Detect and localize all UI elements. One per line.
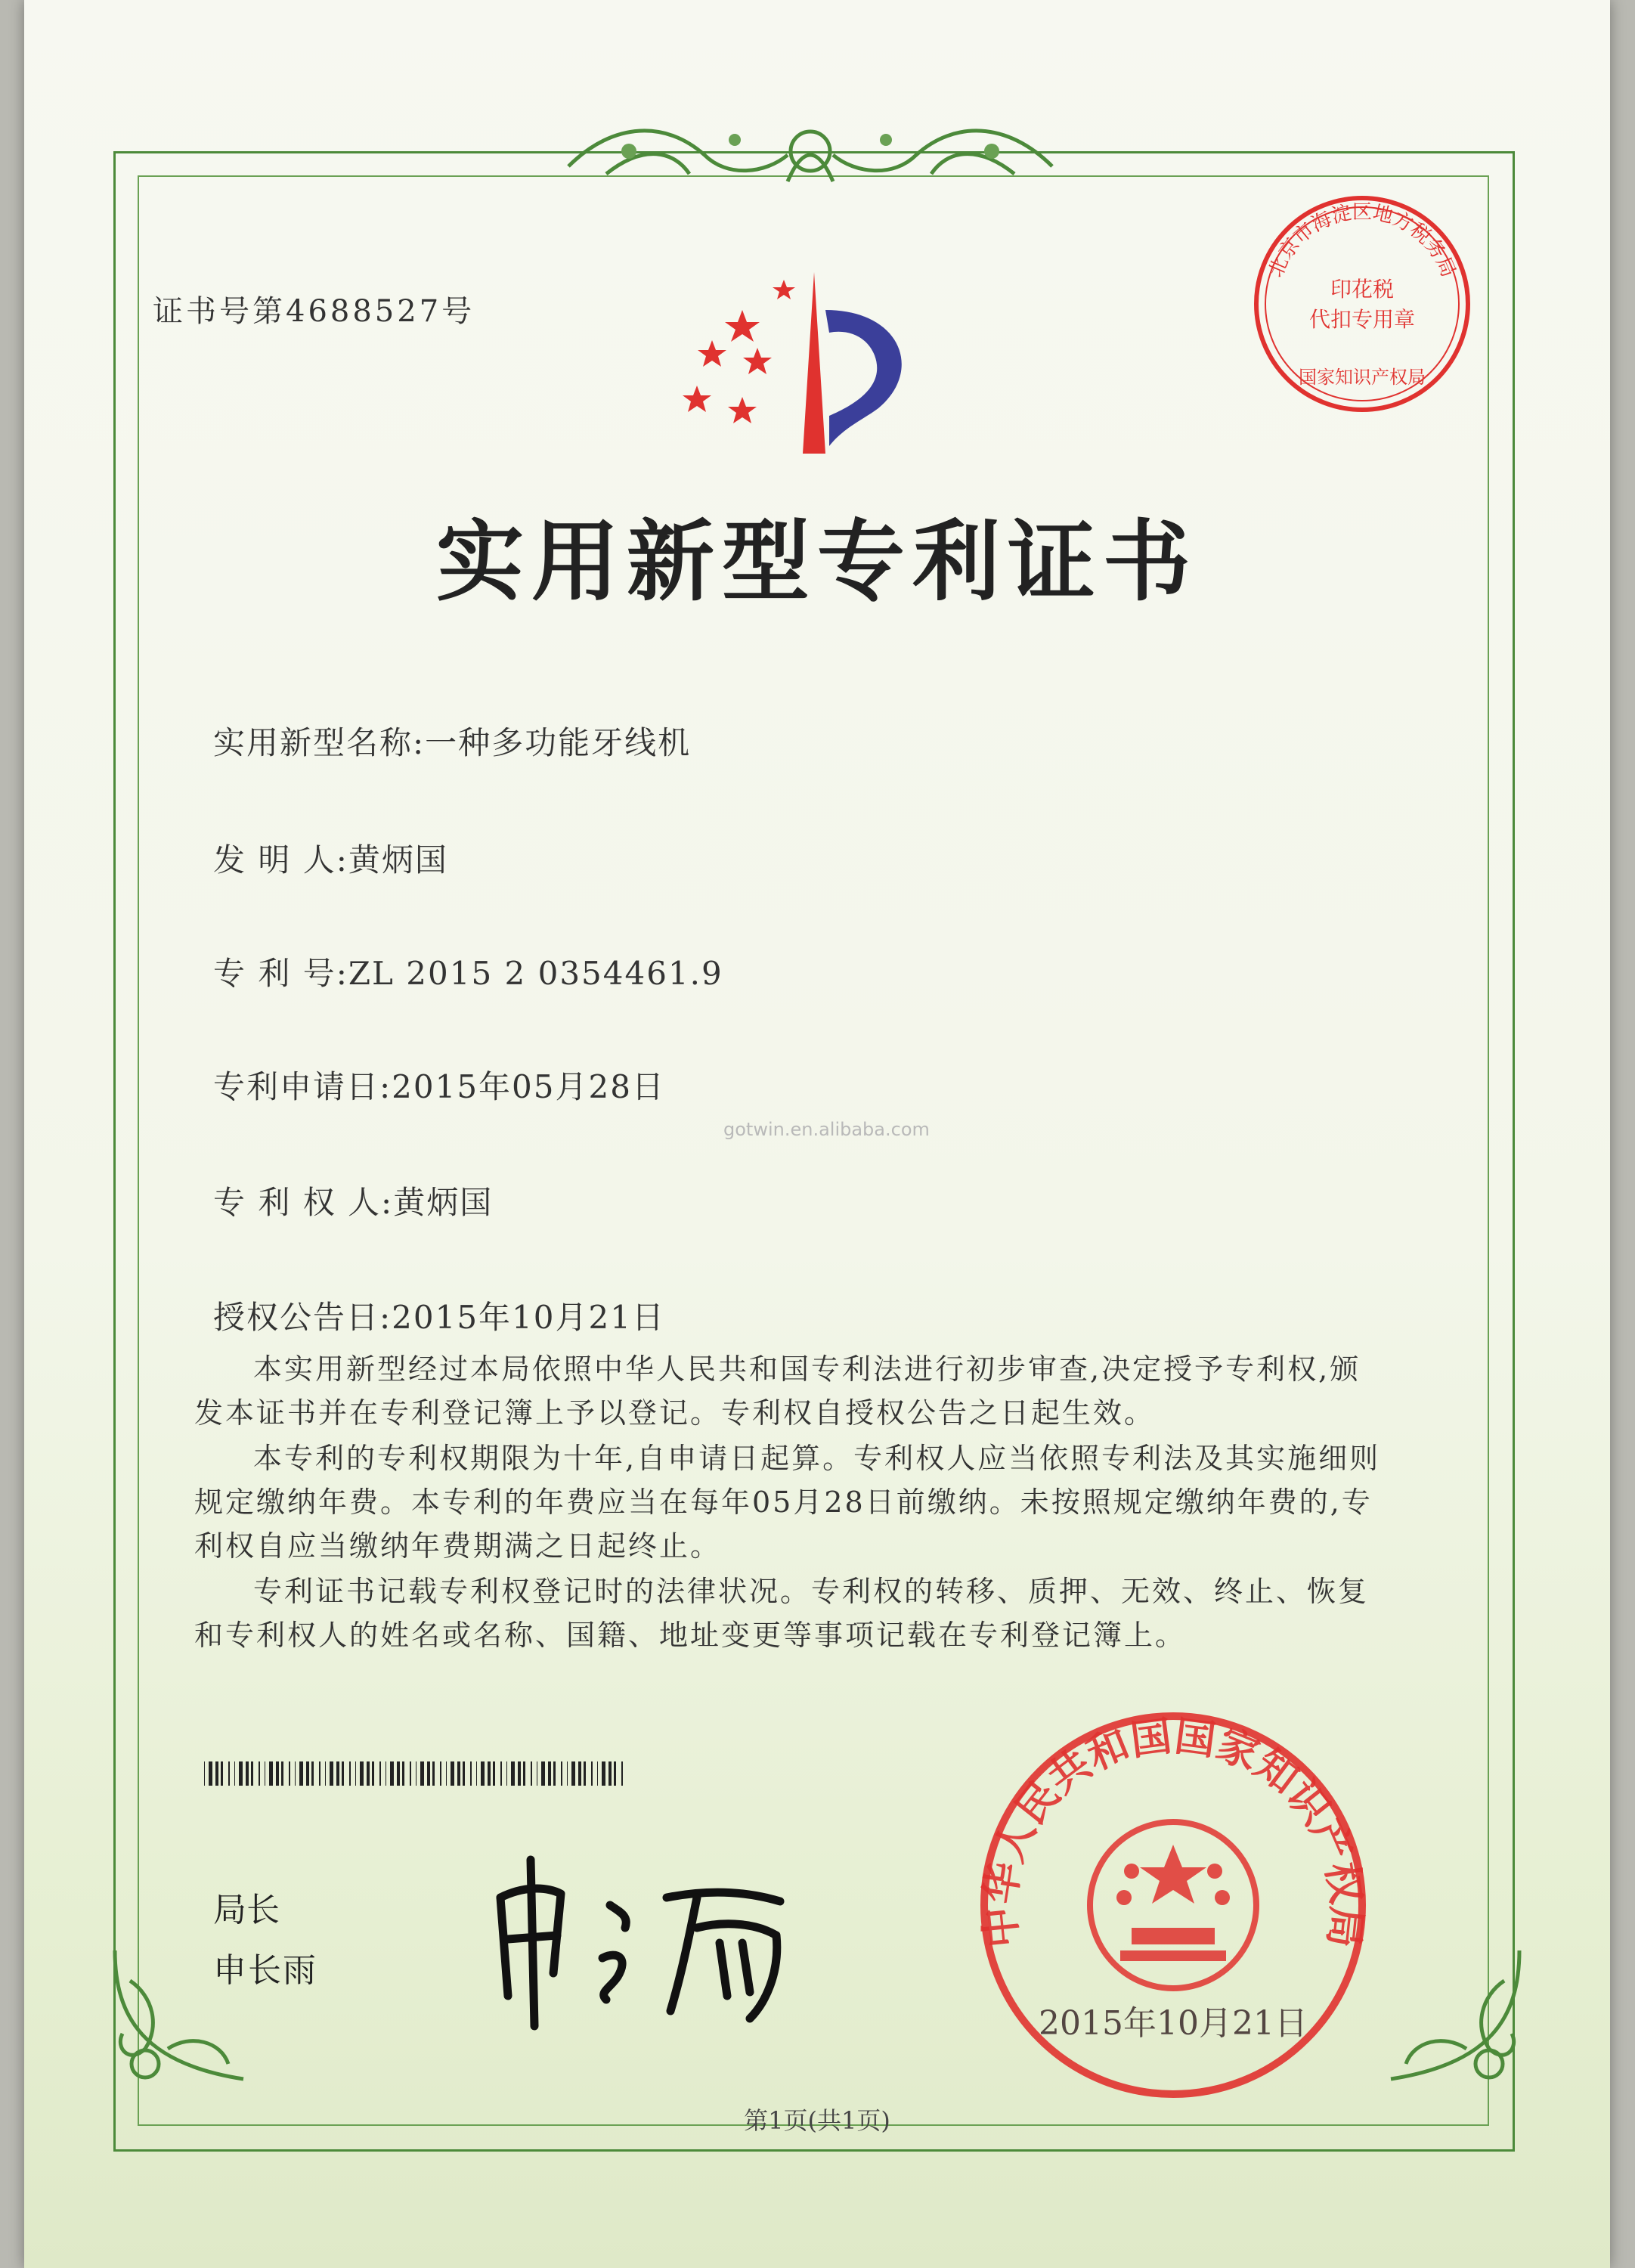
barcode-bar bbox=[295, 1761, 296, 1786]
official-seal-arc-text: 中华人民共和国国家知识产权局 bbox=[975, 1712, 1371, 1950]
barcode-bar bbox=[500, 1761, 502, 1786]
field-label: 实用新型名称: bbox=[213, 724, 426, 761]
barcode-bar bbox=[209, 1761, 212, 1786]
barcode-bar bbox=[367, 1761, 370, 1786]
barcode-bar bbox=[289, 1761, 290, 1786]
barcode-bar bbox=[215, 1761, 218, 1786]
field-value: 2015年10月21日 bbox=[392, 1299, 665, 1336]
director-name: 申长雨 bbox=[213, 1951, 317, 1990]
tax-stamp-line1: 印花税 bbox=[1330, 277, 1395, 302]
page-number: 第1页(共1页) bbox=[744, 2106, 890, 2135]
barcode-icon bbox=[204, 1761, 627, 1786]
barcode-bar bbox=[531, 1761, 532, 1786]
body-paragraph: 本专利的专利权期限为十年,自申请日起算。专利权人应当依照专利法及其实施细则规定缴纳年费。本专利的年费应当在每年05月28日前缴纳。未按照规定缴纳年费的,专利权自应当缴纳年费期满之日起终止。 bbox=[194, 1442, 1381, 1563]
barcode-bar bbox=[476, 1761, 477, 1786]
barcode-bar bbox=[567, 1761, 568, 1786]
barcode-bar bbox=[511, 1761, 515, 1786]
barcode-bar bbox=[342, 1761, 344, 1786]
barcode-bar bbox=[402, 1761, 404, 1786]
certificate-title: 实用新型专利证书 bbox=[436, 511, 1198, 613]
director-title: 局长 bbox=[213, 1891, 280, 1929]
barcode-bar bbox=[506, 1761, 507, 1786]
barcode-bar bbox=[591, 1761, 593, 1786]
barcode-bar bbox=[311, 1761, 314, 1786]
barcode-bar bbox=[463, 1761, 465, 1786]
barcode-bar bbox=[379, 1761, 381, 1786]
barcode-bar bbox=[584, 1761, 586, 1786]
barcode-bar bbox=[493, 1761, 495, 1786]
top-ornament-icon bbox=[538, 113, 1082, 197]
barcode-bar bbox=[204, 1761, 205, 1786]
tax-stamp-line2: 代扣专用章 bbox=[1308, 307, 1416, 332]
barcode-bar bbox=[621, 1761, 623, 1786]
svg-text:北京市海淀区地方税务局 bbox=[1265, 201, 1460, 280]
barcode-bar bbox=[561, 1761, 562, 1786]
barcode-bar bbox=[553, 1761, 556, 1786]
barcode-bar bbox=[451, 1761, 454, 1786]
barcode-bar bbox=[228, 1761, 230, 1786]
body-paragraph: 本实用新型经过本局依照中华人民共和国专利法进行初步审查,决定授予专利权,颁发本证书并在专利登记簿上予以登记。专利权自授权公告之日起生效。 bbox=[194, 1352, 1361, 1430]
barcode-bar bbox=[578, 1761, 581, 1786]
field-patent-holder bbox=[213, 1178, 493, 1223]
barcode-bar bbox=[397, 1761, 400, 1786]
barcode-bar bbox=[470, 1761, 472, 1786]
barcode-bar bbox=[602, 1761, 605, 1786]
barcode-bar bbox=[259, 1761, 260, 1786]
certificate-page bbox=[24, 0, 1610, 2268]
field-label: 授权公告日: bbox=[213, 1299, 392, 1336]
field-value: 2015年05月28日 bbox=[392, 1068, 665, 1105]
barcode-bar bbox=[432, 1761, 435, 1786]
patent-office-logo-icon bbox=[682, 265, 954, 461]
barcode-bar bbox=[336, 1761, 339, 1786]
watermark-text: gotwin.en.alibaba.com bbox=[723, 1119, 930, 1140]
field-value: 一种多功能牙线机 bbox=[425, 724, 692, 761]
certificate-body-text bbox=[194, 1347, 1389, 1659]
barcode-bar bbox=[372, 1761, 374, 1786]
field-label: 专 利 权 人: bbox=[213, 1184, 394, 1221]
barcode-bar bbox=[440, 1761, 441, 1786]
field-filing-date bbox=[213, 1062, 665, 1108]
barcode-bar bbox=[410, 1761, 411, 1786]
barcode-bar bbox=[269, 1761, 273, 1786]
field-patent-number bbox=[213, 949, 723, 994]
barcode-bar bbox=[571, 1761, 575, 1786]
tax-stamp-bottom-text: 国家知识产权局 bbox=[1299, 367, 1426, 388]
barcode-bar bbox=[276, 1761, 279, 1786]
barcode-bar bbox=[251, 1761, 253, 1786]
certificate-number: 证书号第4688527号 bbox=[153, 294, 475, 329]
barcode-bar bbox=[281, 1761, 283, 1786]
body-paragraph: 专利证书记载专利权登记时的法律状况。专利权的转移、质押、无效、终止、恢复和专利权人的姓名或名称、国籍、地址变更等事项记载在专利登记簿上。 bbox=[194, 1575, 1370, 1652]
barcode-bar bbox=[614, 1761, 616, 1786]
barcode-bar bbox=[330, 1761, 333, 1786]
barcode-bar bbox=[221, 1761, 223, 1786]
field-inventor bbox=[213, 835, 448, 881]
corner-ornament-icon bbox=[1376, 1935, 1534, 2094]
field-value: 黄炳国 bbox=[348, 841, 448, 878]
barcode-bar bbox=[325, 1761, 326, 1786]
barcode-bar bbox=[488, 1761, 491, 1786]
barcode-bar bbox=[548, 1761, 551, 1786]
barcode-bar bbox=[608, 1761, 612, 1786]
barcode-bar bbox=[246, 1761, 249, 1786]
barcode-bar bbox=[349, 1761, 351, 1786]
tax-stamp-seal-icon bbox=[1249, 191, 1476, 417]
barcode-bar bbox=[518, 1761, 521, 1786]
barcode-bar bbox=[390, 1761, 394, 1786]
barcode-bar bbox=[319, 1761, 320, 1786]
field-value: 黄炳国 bbox=[393, 1184, 494, 1221]
tax-stamp-arc-text: 北京市海淀区地方税务局 bbox=[1264, 200, 1460, 281]
barcode-bar bbox=[457, 1761, 460, 1786]
svg-text:中华人民共和国国家知识产权局 bbox=[976, 1712, 1371, 1950]
barcode-bar bbox=[420, 1761, 424, 1786]
barcode-bar bbox=[360, 1761, 364, 1786]
barcode-bar bbox=[299, 1761, 303, 1786]
barcode-bar bbox=[481, 1761, 485, 1786]
seal-date: 2015年10月21日 bbox=[1039, 2004, 1308, 2043]
field-label: 专利申请日: bbox=[213, 1068, 392, 1105]
barcode-bar bbox=[355, 1761, 356, 1786]
field-utility-model-name bbox=[213, 718, 691, 764]
field-value: ZL 2015 2 0354461.9 bbox=[348, 955, 723, 992]
field-grant-date bbox=[213, 1293, 665, 1338]
field-label: 专 利 号: bbox=[213, 955, 348, 992]
barcode-bar bbox=[427, 1761, 430, 1786]
barcode-bar bbox=[523, 1761, 525, 1786]
barcode-bar bbox=[306, 1761, 309, 1786]
handwritten-signature-icon bbox=[478, 1845, 825, 2041]
field-label: 发 明 人: bbox=[213, 841, 348, 878]
barcode-bar bbox=[239, 1761, 243, 1786]
barcode-bar bbox=[541, 1761, 545, 1786]
barcode-bar bbox=[234, 1761, 235, 1786]
barcode-bar bbox=[446, 1761, 447, 1786]
barcode-bar bbox=[597, 1761, 598, 1786]
